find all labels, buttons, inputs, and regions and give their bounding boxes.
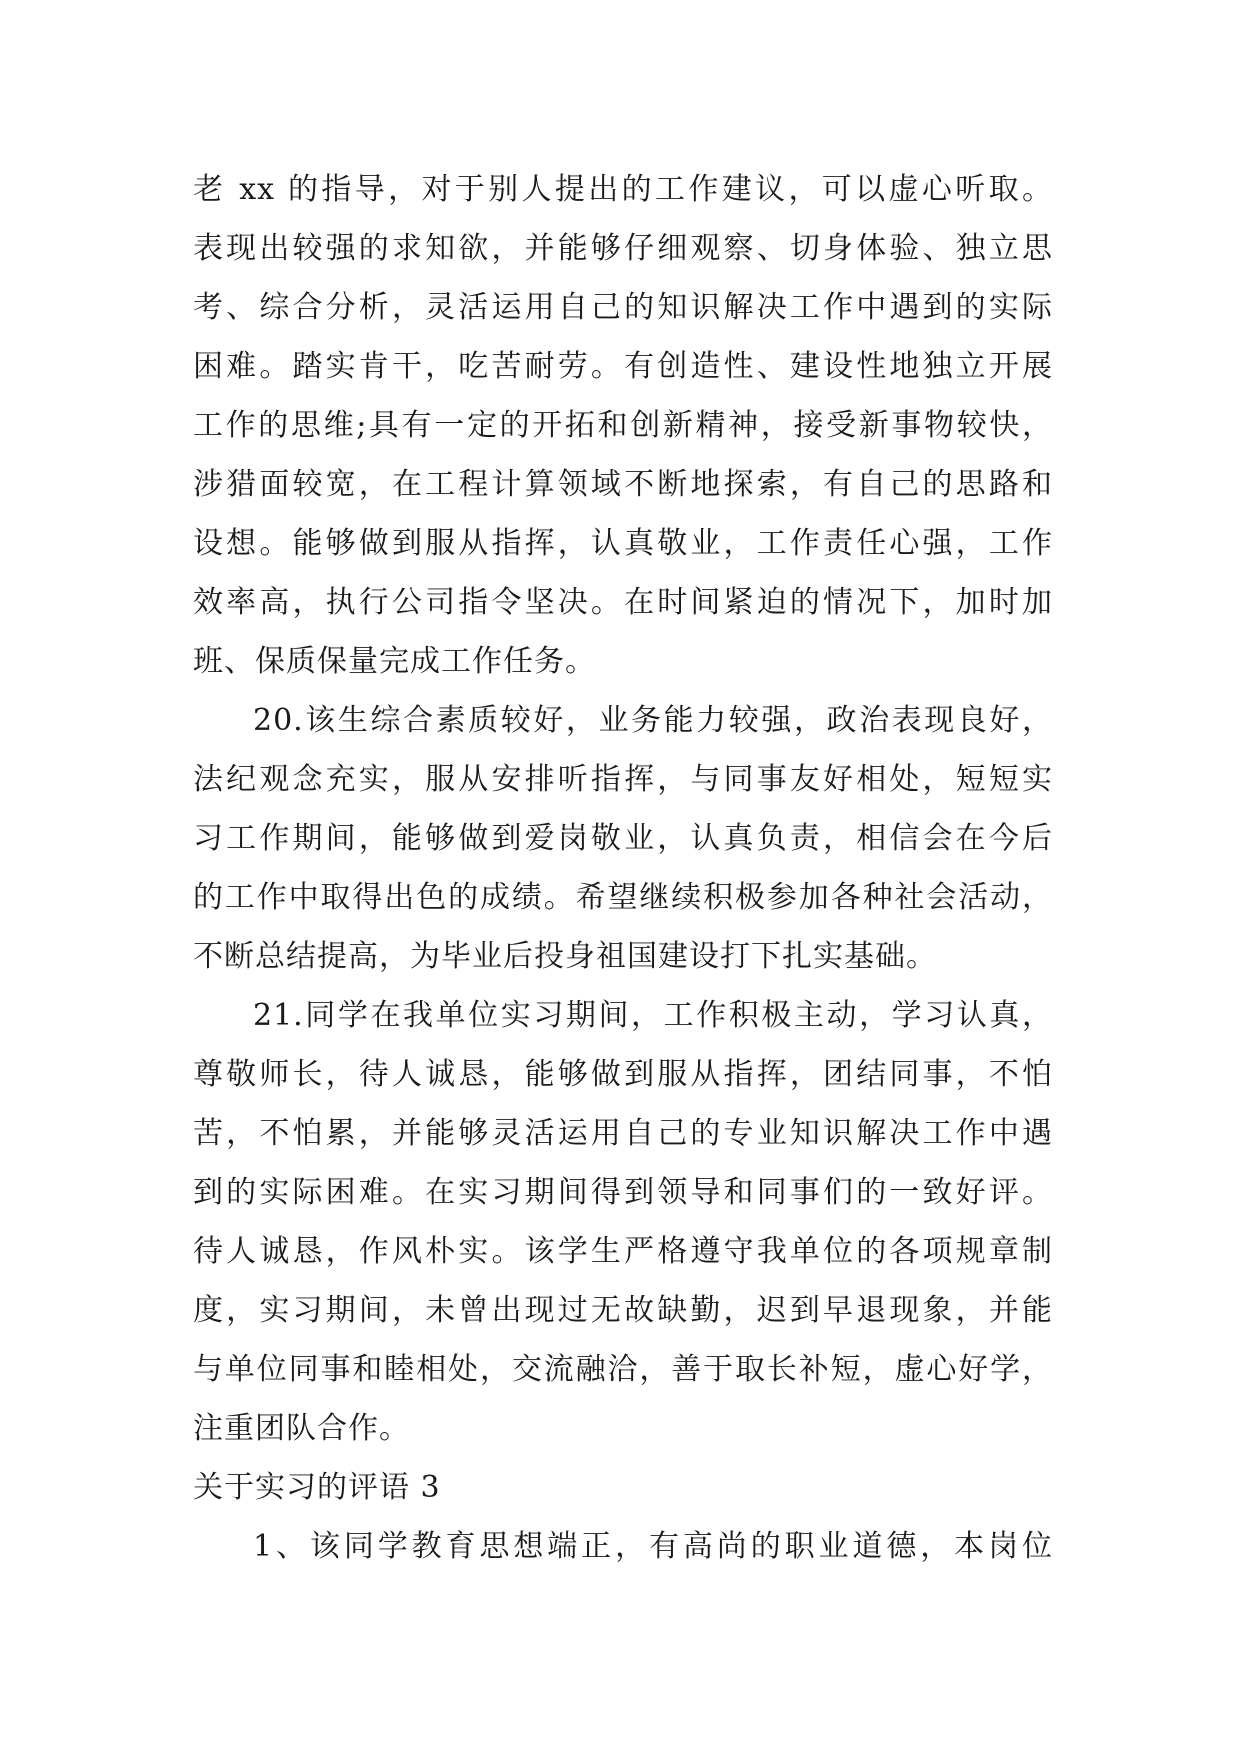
text-line: 效率高，执行公司指令坚决。在时间紧迫的情况下，加时加	[193, 585, 1053, 620]
paragraph-1-start: 1、该同学教育思想端正，有高尚的职业道德，本岗位	[253, 1529, 1053, 1564]
text-line: 苦，不怕累，并能够灵活运用自己的专业知识解决工作中遇	[193, 1116, 1053, 1151]
section-heading: 关于实习的评语 3	[193, 1470, 441, 1505]
text-line: 表现出较强的求知欲，并能够仔细观察、切身体验、独立思	[193, 231, 1053, 266]
paragraph-20-start: 20.该生综合素质较好，业务能力较强，政治表现良好，	[253, 703, 1053, 738]
text-line: 度，实习期间，未曾出现过无故缺勤，迟到早退现象，并能	[193, 1293, 1053, 1328]
text-line: 不断总结提高，为毕业后投身祖国建设打下扎实基础。	[193, 939, 937, 974]
text-line: 待人诚恳，作风朴实。该学生严格遵守我单位的各项规章制	[193, 1234, 1053, 1269]
text-line: 尊敬师长，待人诚恳，能够做到服从指挥，团结同事，不怕	[193, 1057, 1053, 1092]
text-line: 法纪观念充实，服从安排听指挥，与同事友好相处，短短实	[193, 762, 1053, 797]
text-line: 工作的思维;具有一定的开拓和创新精神，接受新事物较快，	[193, 408, 1053, 443]
text-line: 班、保质保量完成工作任务。	[193, 644, 596, 679]
text-line: 与单位同事和睦相处，交流融洽，善于取长补短，虚心好学，	[193, 1352, 1053, 1387]
text-line: 设想。能够做到服从指挥，认真敬业，工作责任心强，工作	[193, 526, 1053, 561]
text-line: 注重团队合作。	[193, 1411, 410, 1446]
document-body	[193, 160, 1053, 1576]
text-line: 考、综合分析，灵活运用自己的知识解决工作中遇到的实际	[193, 290, 1053, 325]
text-line: 的工作中取得出色的成绩。希望继续积极参加各种社会活动，	[193, 880, 1053, 915]
text-line: 困难。踏实肯干，吃苦耐劳。有创造性、建设性地独立开展	[193, 349, 1053, 384]
text-line: 涉猎面较宽，在工程计算领域不断地探索，有自己的思路和	[193, 467, 1053, 502]
paragraph-21-start: 21.同学在我单位实习期间，工作积极主动，学习认真，	[253, 998, 1053, 1033]
text-line: 习工作期间，能够做到爱岗敬业，认真负责，相信会在今后	[193, 821, 1053, 856]
text-line: 老 xx 的指导，对于别人提出的工作建议，可以虚心听取。	[193, 172, 1053, 207]
text-line: 到的实际困难。在实习期间得到领导和同事们的一致好评。	[193, 1175, 1053, 1210]
